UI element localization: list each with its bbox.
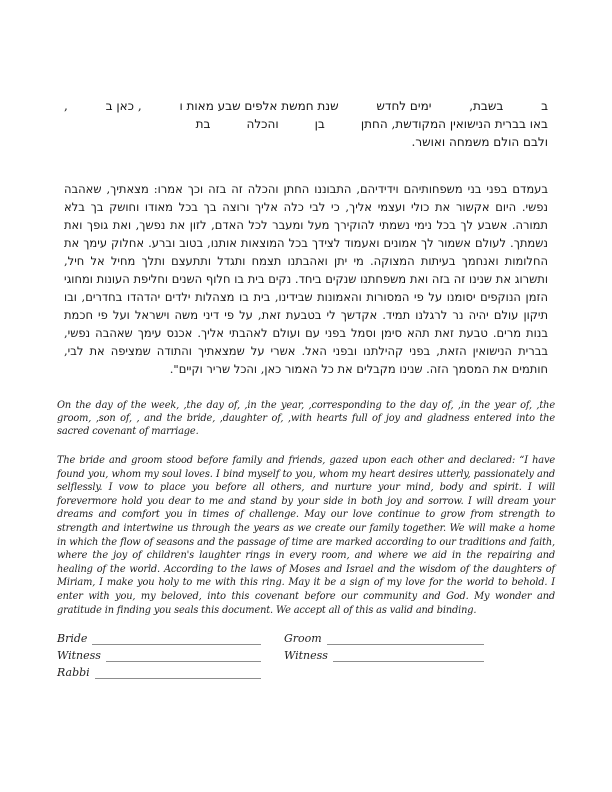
- rabbi-label: Rabbi: [57, 666, 90, 680]
- witness-left-label: Witness: [57, 649, 101, 663]
- hebrew-parties-line: [64, 115, 548, 133]
- hebrew-trailing-comma: ,: [64, 99, 68, 113]
- hebrew-joy-text: ולבם הולם משמחה ואושר.: [411, 135, 548, 149]
- hebrew-year-prefix: שנת חמשת אלפים שבע מאות ו: [179, 99, 339, 113]
- signature-row-bride: [57, 633, 261, 645]
- signature-row-witness-right: [284, 650, 484, 662]
- bride-label: Bride: [57, 632, 88, 646]
- hebrew-son-of: בן: [314, 117, 325, 131]
- english-date-paragraph: On the day of the week, ,the day of, ,in the year, ,corresponding to the day of, ,in the year of, ,the groom, ,son of, , and the bride, ,daughter of, ,with hearts full of joy and gladness entered into the sacred covenant of marriage.: [57, 400, 555, 437]
- hebrew-here-in: , כאן ב: [105, 99, 142, 113]
- hebrew-days-of-month: ימים לחדש: [376, 99, 432, 113]
- hebrew-day-letter: ב: [541, 99, 548, 113]
- hebrew-and-bride: והכלה: [246, 117, 279, 131]
- signature-row-witness-left: [57, 650, 261, 662]
- witness-right-signature-line: [333, 651, 484, 662]
- rabbi-signature-line: [95, 668, 261, 679]
- hebrew-date-line: [64, 97, 548, 115]
- signature-section: [57, 633, 555, 679]
- hebrew-joy-line: [64, 133, 548, 151]
- witness-left-signature-line: [106, 651, 261, 662]
- hebrew-entered-covenant: באו בברית הנישואין המקודשת, החתן: [360, 117, 548, 131]
- signature-row-rabbi: [57, 667, 261, 679]
- hebrew-in-week: בשבת,: [469, 99, 504, 113]
- signature-column-left: [57, 633, 261, 679]
- witness-right-label: Witness: [284, 649, 328, 663]
- groom-label: Groom: [284, 632, 322, 646]
- hebrew-opening-section: [64, 97, 548, 151]
- signature-row-groom: [284, 633, 484, 645]
- bride-signature-line: [92, 634, 261, 645]
- groom-signature-line: [327, 634, 484, 645]
- hebrew-daughter-of: בת: [195, 117, 211, 131]
- english-declaration-paragraph: The bride and groom stood before family and friends, gazed upon each other and declared: “I have found you, whom my soul loves. I bind myself to you, whom my heart desires utterly, passionately and selflessly. I vow to place you before all others, and nurture your mind, body and spirit. I will forevermore hold you dear to me and stand by your side in both joy and sorrow. I will dream your dreams and comfort you in times of challenge. May our love continue to grow from strength to strength and intertwine us through the years as we create our family together. We will make a home in which the flow of seasons and the passage of time are marked according to our traditions and faith, where the joy of children's laughter rings in every room, and where we aid in the repairing and healing of the world. According to the laws of Moses and Israel and the wisdom of the daughters of Miriam, I make you holy to me with this ring. May it be a sign of my love for the world to behold. I enter with you, my beloved, into this covenant before our community and God. My wonder and gratitude in finding you seals this document. We accept all of this as valid and binding.: [57, 455, 555, 616]
- hebrew-declaration-paragraph: בעמדם בפני בני משפחותיהם וידידיהם, התבוננו החתן והכלה זה בזה וכך אמרו: מצאתיך, שאהבה נפשי. היום אקשור את כולי ועצמי אליך, כי לבי כלה אליך ורוצה בך בכל מאודו וחושק בך בלא תמורה. אשבע לך בכל נימי נשמתי להוקירך מעל ומעבר לכל האדם, לזון את נפשך, ואת גופך ואת נשמתך. לעולם אשמור לך אמונים ואעמוד לצידך בכל המוצאות אותנו, בטוב וברע. אחלוק עימך את החלומות ואנחמך בעיתות המצוקה. מי יתן ואהבתנו תצמח ותגדל ותתעצם ותלך מחיל אל חיל, ותשרוג את שנינו זה בזה ואת משפחתנו שנקים ביחד. נקים בית בו חלוף השנים וחליפת העונות ומחוגי הזמן הנוקפים יסומנו על פי המסורות והאמונות שבידינו, בית בו מצהלות ילדים יהדהדו בחדרים, ובו תיקון עולם יהיה נר לרגלנו תמיד. אקדשך לי בטבעת זאת, על פי דיני משה וישראל ועל פי חכמת בנות מרים. טבעת זאת תהא סימן וסמל בפני עם ועולם לאהבתי אליך. אכנס עימך שאהבה נפשי, בברית הנישואין הזאת, בפני קהילתנו ובפני האל. אשרי על שמצאתיך והתודה שמציפה את לבי, חותמים את המסמך הזה. שנינו מקבלים את כל האמור כאן, והכל שריר וקיים".: [64, 182, 548, 376]
- signature-column-right: [284, 633, 484, 679]
